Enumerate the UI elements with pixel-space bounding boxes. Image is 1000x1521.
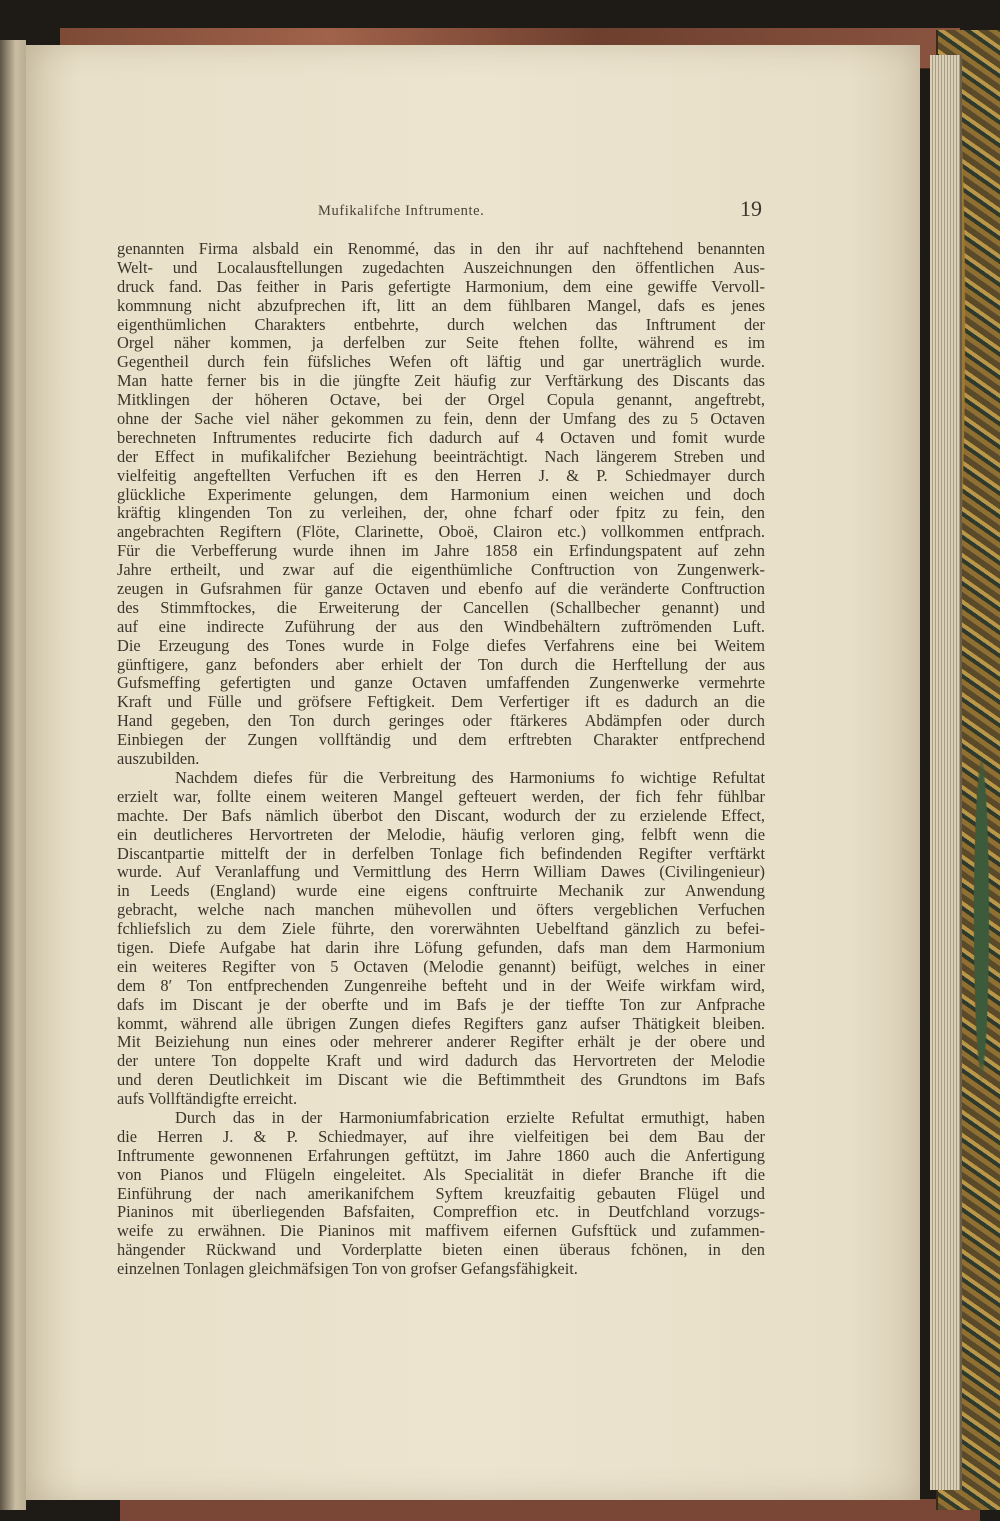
text-line: glückliche Experimente gelungen, dem Harmonium einen weichen und doch [117, 484, 765, 504]
text-line: auszubilden. [117, 749, 200, 769]
text-line: machte. Der Bafs nämlich überbot den Discant, wodurch der zu erzielende Effect, [117, 805, 765, 825]
text-line: ein deutlicheres Hervortreten der Melodie, häufig verloren ging, felbft wenn die [117, 824, 765, 844]
text-line: Die Erzeugung des Tones wurde in Folge diefes Verfahrens eine bei Weitem [117, 635, 765, 655]
text-line: angebrachten Regiftern (Flöte, Clarinette, Oboë, Clairon etc.) vollkommen entfprach. [117, 522, 765, 542]
text-line: Durch das in der Harmoniumfabrication erzielte Refultat ermuthigt, haben [175, 1107, 765, 1127]
text-line: kräftig klingenden Ton zu verleihen, der, ohne fcharf oder fpitz zu fein, den [117, 503, 765, 523]
text-line: ohne der Sache viel näher gekommen zu fein, denn der Umfang des zu 5 Octaven [117, 409, 765, 429]
text-line: aufs Vollftändigfte erreicht. [117, 1089, 298, 1109]
text-line: Discantpartie mittelft der in derfelben Tonlage fich befindenden Regifter verftärkt [117, 843, 765, 863]
text-line: Hand gegeben, den Ton durch geringes oder ftärkeres Abdämpfen oder durch [117, 711, 765, 731]
text-line: Für die Verbefferung wurde ihnen im Jahre 1858 ein Erfindungspatent auf zehn [117, 541, 765, 561]
text-line: hängender Rückwand und Vorderplatte bieten einen überaus fchönen, in den [117, 1240, 765, 1260]
text-line: tigen. Diefe Aufgabe hat darin ihre Löfung gefunden, dafs man dem Harmonium [117, 937, 765, 957]
text-line: Nachdem diefes für die Verbreitung des Harmoniums fo wichtige Refultat [175, 767, 765, 787]
page-number: 19 [740, 196, 762, 221]
text-line: dafs im Discant je der oberfte und im Bafs je der tieffte Ton zur Anfprache [117, 994, 765, 1014]
text-line: dem 8′ Ton entfprechenden Zungenreihe befteht und in der Weife wirkfam wird, [117, 975, 765, 995]
paragraph [117, 240, 765, 769]
paragraph [117, 769, 765, 1109]
text-line: kommnung nicht abzufprechen ift, litt an dem fühlbaren Mangel, dafs es jenes [117, 295, 765, 315]
text-line: Mitklingen der höheren Octave, bei der Orgel Copula genannt, angeftrebt, [117, 390, 765, 410]
text-line: und deren Deutlichkeit im Discant wie die Beftimmtheit des Grundtons im Bafs [117, 1070, 765, 1090]
left-page-edge [0, 40, 26, 1510]
text-line: weife zu erwähnen. Die Pianinos mit maffivem eifernen Gufsftück und zufammen- [117, 1221, 765, 1241]
text-line: Orgel näher kommen, ja derfelben zur Seite ftehen follte, während es im [117, 333, 765, 353]
text-line: eigenthümlichen Charakters entbehrte, durch welchen das Inftrument der [117, 314, 765, 334]
text-line: Inftrumente gewonnenen Erfahrungen geftützt, im Jahre 1860 auch die Anfertigung [117, 1145, 765, 1165]
text-line: Einbiegen der Zungen vollftändig und dem erftrebten Charakter entfprechend [117, 730, 765, 750]
text-line: ein weiteres Regifter von 5 Octaven (Melodie genannt) beifügt, welches in einer [117, 956, 765, 976]
text-line: wurde. Auf Veranlaffung und Vermittlung des Herrn William Dawes (Civilingenieur) [117, 862, 765, 882]
text-line: vielfeitig angeftellten Verfuchen ift es den Herren J. & P. Schiedmayer durch [117, 465, 765, 485]
text-line: Jahre ertheilt, und zwar auf die eigenthümliche Conftruction von Zungenwerk- [117, 560, 765, 580]
text-line: der untere Ton doppelte Kraft und wird dadurch das Hervortreten der Melodie [117, 1051, 765, 1071]
paragraph [117, 1109, 765, 1279]
text-line: druck fand. Das feither in Paris gefertigte Harmonium, dem eine gewiffe Vervoll- [117, 276, 765, 296]
text-line: Einführung der nach amerikanifchem Syftem kreuzfaitig gebauten Flügel und [117, 1183, 765, 1203]
text-line: gebracht, welche nach manchen mühevollen und öfters vergeblichen Verfuchen [117, 900, 765, 920]
text-line: berechneten Inftrumentes reducirte fich dadurch auf 4 Octaven und fomit wurde [117, 427, 765, 447]
text-line: Man hatte ferner bis in die jüngfte Zeit häufig zur Verftärkung des Discants das [117, 371, 765, 391]
text-line: in Leeds (England) wurde eine eigens conftruirte Mechanik zur Anwendung [117, 881, 765, 901]
body-text [117, 240, 765, 1279]
text-line: der Effect in mufikalifcher Beziehung beeinträchtigt. Nach längerem Streben und [117, 446, 765, 466]
book-cover-bottom-edge [120, 1499, 980, 1521]
text-line: genannten Firma alsbald ein Renommé, das in den ihr auf nachftehend benannten [117, 239, 765, 258]
text-line: fchliefslich zu dem Ziele führte, den vorerwähnten Uebelftand gänzlich zu befei- [117, 919, 765, 939]
text-line: einzelnen Tonlagen gleichmäfsigen Ton von grofser Gefangsfähigkeit. [117, 1259, 578, 1279]
text-line: die Herren J. & P. Schiedmayer, auf ihre vielfeitigen bei dem Bau der [117, 1126, 765, 1146]
text-line: Gegentheil durch fein füfsliches Wefen oft läftig und gar unerträglich wurde. [117, 352, 765, 372]
text-line: Welt- und Localausftellungen zugedachten Auszeichnungen den öffentlichen Aus- [117, 257, 765, 277]
text-line: Pianinos mit überliegenden Bafsfaiten, Compreffion etc. in Deutfchland vorzugs- [117, 1202, 765, 1222]
text-line: des Stimmftockes, die Erweiterung der Cancellen (Schallbecher genannt) und [117, 597, 765, 617]
text-line: zeugen in Gufsrahmen für ganze Octaven und ebenfo auf die veränderte Conftruction [117, 579, 765, 599]
text-line: kommt, während alle übrigen Zungen diefes Regifters ganz aufser Thätigkeit bleiben. [117, 1013, 765, 1033]
page-stack-edges [930, 55, 962, 1490]
text-line: auf eine indirecte Zuführung der aus den Windbehältern zuftrömenden Luft. [117, 616, 765, 636]
text-line: erzielt war, follte einem weiteren Mangel gefteuert werden, der fich fehr fühlbar [117, 786, 765, 806]
text-line: Mit Beiziehung nun eines oder mehrerer anderer Regifter erhält je der obere und [117, 1032, 765, 1052]
text-line: Kraft und Fülle und gröfsere Feftigkeit. Dem Verfertiger ift es dadurch an die [117, 692, 765, 712]
text-line: von Pianos und Flügeln eingeleitet. Als Specialität in diefer Branche ift die [117, 1164, 765, 1184]
text-line: Gufsmeffing gefertigten und ganze Octaven umfaffenden Zungenwerke vermehrte [117, 673, 765, 693]
text-line: günftigere, ganz befonders aber erhielt der Ton durch die Herftellung der aus [117, 654, 765, 674]
running-title: Mufikalifche Inftrumente. [318, 203, 485, 219]
